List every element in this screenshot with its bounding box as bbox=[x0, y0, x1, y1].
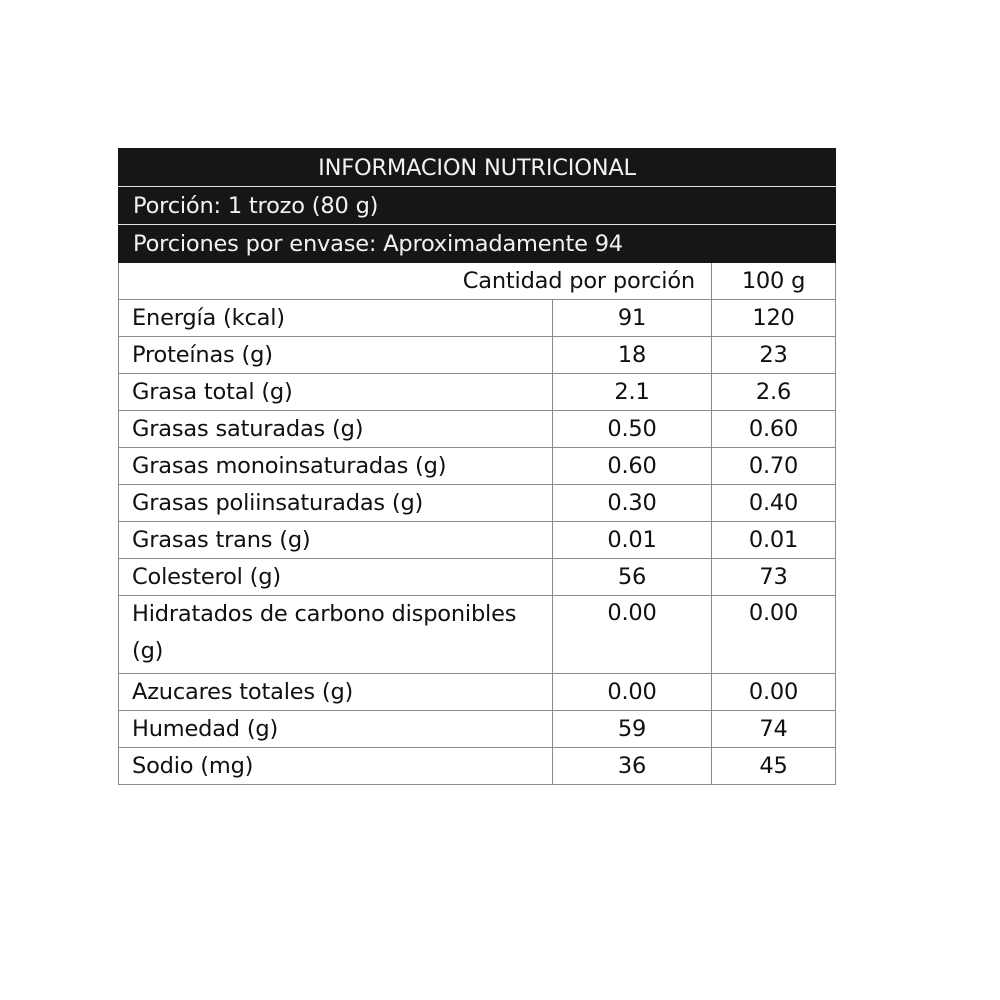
nutrient-label: Sodio (mg) bbox=[119, 748, 553, 785]
per-portion-value: 59 bbox=[553, 711, 712, 748]
nutrient-label: Grasas monoinsaturadas (g) bbox=[119, 448, 553, 485]
table-title: INFORMACION NUTRICIONAL bbox=[119, 149, 836, 187]
per-100g-value: 0.40 bbox=[712, 485, 836, 522]
per-100g-value: 0.00 bbox=[712, 596, 836, 674]
table-row bbox=[119, 674, 836, 711]
nutrient-label: Proteínas (g) bbox=[119, 337, 553, 374]
table-row bbox=[119, 374, 836, 411]
table-row bbox=[119, 300, 836, 337]
per-100g-value: 0.70 bbox=[712, 448, 836, 485]
table-row bbox=[119, 448, 836, 485]
per-100g-value: 0.00 bbox=[712, 674, 836, 711]
table-row bbox=[119, 711, 836, 748]
nutrient-label: Azucares totales (g) bbox=[119, 674, 553, 711]
per-100g-value: 0.60 bbox=[712, 411, 836, 448]
nutrient-label: Grasas poliinsaturadas (g) bbox=[119, 485, 553, 522]
per-100g-value: 0.01 bbox=[712, 522, 836, 559]
per-portion-value: 91 bbox=[553, 300, 712, 337]
portions-per-package: Porciones por envase: Aproximadamente 94 bbox=[119, 225, 836, 263]
nutrient-label: Grasas saturadas (g) bbox=[119, 411, 553, 448]
per-100g-value: 2.6 bbox=[712, 374, 836, 411]
portion-row bbox=[119, 187, 836, 225]
per-portion-value: 36 bbox=[553, 748, 712, 785]
per-portion-value: 2.1 bbox=[553, 374, 712, 411]
per-100g-value: 120 bbox=[712, 300, 836, 337]
column-header-per-portion: Cantidad por porción bbox=[119, 263, 712, 300]
per-100g-value: 23 bbox=[712, 337, 836, 374]
per-portion-value: 0.60 bbox=[553, 448, 712, 485]
nutrient-label: Colesterol (g) bbox=[119, 559, 553, 596]
table-row bbox=[119, 748, 836, 785]
nutrient-label: Grasa total (g) bbox=[119, 374, 553, 411]
per-portion-value: 0.00 bbox=[553, 674, 712, 711]
per-portion-value: 0.30 bbox=[553, 485, 712, 522]
table-title-row bbox=[119, 149, 836, 187]
table-row bbox=[119, 337, 836, 374]
per-portion-value: 18 bbox=[553, 337, 712, 374]
per-portion-value: 0.50 bbox=[553, 411, 712, 448]
nutrient-label: Humedad (g) bbox=[119, 711, 553, 748]
per-portion-value: 0.01 bbox=[553, 522, 712, 559]
table-row bbox=[119, 485, 836, 522]
column-header-per-100g: 100 g bbox=[712, 263, 836, 300]
nutrient-label: Energía (kcal) bbox=[119, 300, 553, 337]
per-100g-value: 73 bbox=[712, 559, 836, 596]
nutrition-facts-table bbox=[118, 148, 836, 785]
nutrient-label: Hidratados de carbono disponibles (g) bbox=[119, 596, 553, 674]
per-portion-value: 56 bbox=[553, 559, 712, 596]
table-row bbox=[119, 411, 836, 448]
table-row bbox=[119, 522, 836, 559]
table-row bbox=[119, 596, 836, 674]
portions-per-package-row bbox=[119, 225, 836, 263]
per-portion-value: 0.00 bbox=[553, 596, 712, 674]
table-row bbox=[119, 559, 836, 596]
nutrient-label: Grasas trans (g) bbox=[119, 522, 553, 559]
column-header-row bbox=[119, 263, 836, 300]
per-100g-value: 74 bbox=[712, 711, 836, 748]
portion-size: Porción: 1 trozo (80 g) bbox=[119, 187, 836, 225]
per-100g-value: 45 bbox=[712, 748, 836, 785]
